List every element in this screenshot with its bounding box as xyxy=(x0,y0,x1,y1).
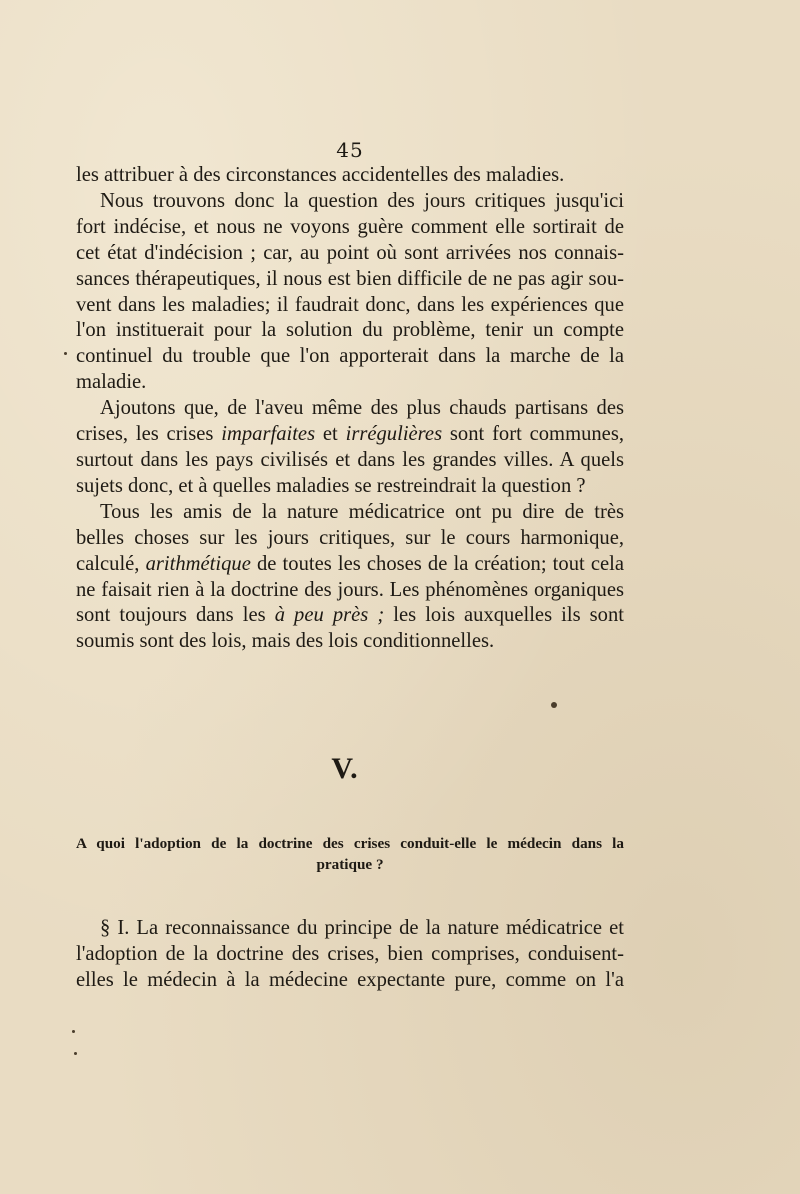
section-question-line-2: pratique ? xyxy=(316,856,384,873)
section-question-line-1: A quoi l'adoption de la doctrine des crises conduit-elle le médecin dans la xyxy=(76,835,624,852)
italic-phrase: imparfaites xyxy=(221,423,316,446)
paragraph xyxy=(76,189,624,396)
text-line: crises, les crises imparfaites et irrégulières sont fort communes, xyxy=(76,423,624,446)
text-line: maladie. xyxy=(76,371,147,394)
text-line: calculé, arithmétique de toutes les choses de la création; tout cela xyxy=(76,552,624,575)
section-heading: V. xyxy=(331,752,359,785)
text-line: surtout dans les pays civilisés et dans les grandes villes. A quels xyxy=(76,448,624,471)
italic-phrase: à peu près ; xyxy=(274,604,385,627)
text-line: les attribuer à des circonstances accidentelles des maladies. xyxy=(76,164,565,186)
paper-speck xyxy=(74,1052,77,1055)
text-line: sances thérapeutiques, il nous est bien difficile de ne pas agir sou- xyxy=(76,267,624,290)
text-line: ne faisait rien à la doctrine des jours. Les phénomènes organiques xyxy=(76,578,624,601)
paper-speck xyxy=(72,1030,75,1033)
text-line: cet état d'indécision ; car, au point où sont arrivées nos connais- xyxy=(76,241,624,264)
text-line: sont toujours dans les à peu près ; les lois auxquelles ils sont xyxy=(76,604,624,627)
text-line: soumis sont des lois, mais des lois conditionnelles. xyxy=(76,630,495,653)
paper-speck xyxy=(64,352,67,355)
text-line: elles le médecin à la médecine expectante pure, comme on l'a xyxy=(76,968,624,991)
page-number: 45 xyxy=(336,138,364,162)
text-line: continuel du trouble que l'on apporterait dans la marche de la xyxy=(76,345,624,368)
text-line: vent dans les maladies; il faudrait donc, dans les expériences que xyxy=(76,293,624,316)
text-line: l'on instituerait pour la solution du problème, tenir un compte xyxy=(76,319,624,342)
italic-phrase: irrégulières xyxy=(345,423,443,446)
text-line: fort indécise, et nous ne voyons guère comment elle sortirait de xyxy=(76,215,624,238)
paragraph xyxy=(76,396,624,500)
body-text-top xyxy=(76,163,624,655)
text-line: § I. La reconnaissance du principe de la nature médicatrice et xyxy=(100,917,624,939)
text-line: sujets donc, et à quelles maladies se restreindrait la question ? xyxy=(76,474,586,497)
paragraph xyxy=(76,916,624,994)
text-line: Nous trouvons donc la question des jours critiques jusqu'ici xyxy=(100,189,624,212)
paper-speck xyxy=(551,702,557,708)
section-question xyxy=(76,833,624,875)
paragraph xyxy=(76,500,624,655)
text-line: belles choses sur les jours critiques, sur le cours harmonique, xyxy=(76,526,624,549)
paragraph xyxy=(76,163,624,189)
text-line: Tous les amis de la nature médicatrice ont pu dire de très xyxy=(100,500,624,523)
italic-phrase: arithmétique xyxy=(145,552,251,575)
text-line: Ajoutons que, de l'aveu même des plus chauds partisans des xyxy=(100,397,624,420)
text-line: l'adoption de la doctrine des crises, bien comprises, conduisent- xyxy=(76,942,624,965)
body-text-bottom xyxy=(76,916,624,994)
